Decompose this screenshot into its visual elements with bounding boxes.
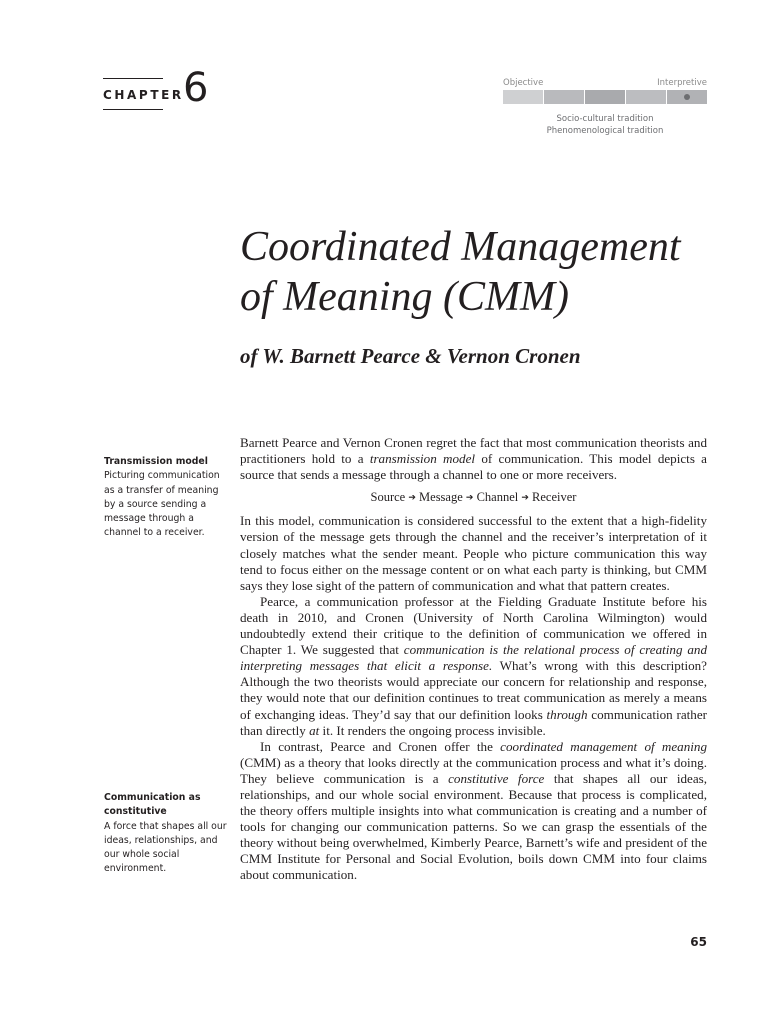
text-run: of communication. This model depicts a source that sends a message through a channel to one or more receivers. — [240, 451, 707, 483]
body-text — [240, 435, 707, 884]
scale-right-label: Interpretive — [657, 78, 707, 88]
emphasis: constitutive force — [448, 770, 545, 786]
arrow-right-icon: ➔ — [465, 492, 474, 503]
emphasis: communication is the relational process of creating and interpreting messages that elicit a response. — [240, 642, 708, 674]
paragraph-2: In this model, communication is considered successful to the extent that a high-fidelity version of the message gets through the channel and the receiver’s interpretation of it closely matches what the sender meant. People who picture communication this way tend to focus either on the message content or on what each party is thinking, but CMM says they lose sight of the pattern of communication and what that pattern creates. — [240, 513, 707, 593]
chapter-rule-bottom — [103, 109, 163, 110]
text-run: Barnett Pearce and Vernon Cronen regret the fact that most communication theorists and practitioners hold to a — [240, 435, 707, 467]
text-run: that shapes all our ideas, relationships, and our whole social environment. Because that process is complicated, the theory offers multiple insights into what communication is creating and a number of tools for changing our communication patterns. So we can grasp the essentials of the theory without being overwhelmed, Kimberly Pearce, Barnett’s wife and president of the CMM Institute for Personal and Social Evolution, boils down CMM into four claims about communication. — [240, 770, 707, 883]
text-run: it. It renders the ongoing process invisible. — [319, 722, 546, 738]
text-run: In contrast, Pearce and Cronen offer the — [260, 738, 501, 754]
scale-segment — [584, 90, 625, 104]
scale-segment — [543, 90, 584, 104]
glossary-term: Transmission model — [104, 456, 208, 467]
chapter-number: 6 — [183, 65, 209, 111]
text-run: What’s wrong with this description? Although the two theorists would appreciate our concern for relationship and response, they would note that our definition continues to treat communication as merely a means of exchanging ideas. They’d say that our definition looks — [240, 658, 707, 722]
page-number: 65 — [690, 935, 707, 949]
glossary-term: Communication as constitutive — [104, 792, 201, 818]
chapter-label: CHAPTER — [103, 88, 184, 102]
flow-receiver: Receiver — [532, 490, 577, 505]
objective-interpretive-scale — [503, 78, 707, 104]
text-run: (CMM) as a theory that looks directly at the communication process and what it’s doing. They believe communication is a — [240, 754, 707, 786]
text-run: Pearce, a communication professor at the Fielding Graduate Institute before his death in 2010, and Cronen (University of North Carolina Wilmington) would undoubtedly extend their critique to the definition of communication we offered in Chapter 1. We suggested that — [240, 593, 707, 658]
chapter-title — [240, 222, 681, 322]
tradition-item: Socio-cultural tradition — [556, 114, 654, 124]
flow-channel: Channel — [476, 490, 519, 505]
scale-left-label: Objective — [503, 78, 544, 88]
transmission-flow — [240, 489, 707, 505]
emphasis: transmission model — [369, 451, 476, 467]
paragraph-1 — [240, 435, 707, 483]
arrow-right-icon: ➔ — [408, 492, 416, 503]
paragraph-4 — [240, 739, 707, 884]
scale-segment — [625, 90, 666, 104]
text-run: communication rather than directly — [240, 706, 707, 738]
emphasis: coordinated management of meaning — [500, 738, 707, 754]
paragraph-3 — [240, 594, 707, 739]
flow-message: Message — [419, 490, 463, 505]
chapter-title-line2: of Meaning (CMM) — [240, 274, 569, 320]
glossary-note-transmission — [104, 455, 228, 541]
scale-marker — [684, 94, 690, 100]
scale-segment — [503, 90, 543, 104]
flow-source: Source — [370, 490, 406, 505]
arrow-right-icon: ➔ — [521, 492, 529, 503]
emphasis: at — [309, 722, 320, 738]
glossary-definition: Picturing communication as a transfer of meaning by a source sending a message through a channel to a receiver. — [104, 470, 220, 539]
chapter-title-line1: Coordinated Management — [240, 224, 681, 270]
tradition-item: Phenomenological tradition — [546, 126, 664, 136]
glossary-definition: A force that shapes all our ideas, relationships, and our whole social environment. — [104, 820, 227, 875]
scale-bar — [503, 90, 707, 104]
glossary-note-constitutive — [104, 791, 228, 877]
chapter-authors: of W. Barnett Pearce & Vernon Cronen — [240, 344, 581, 368]
traditions-list — [503, 113, 707, 137]
emphasis: through — [546, 706, 588, 722]
chapter-rule-top — [103, 78, 163, 79]
